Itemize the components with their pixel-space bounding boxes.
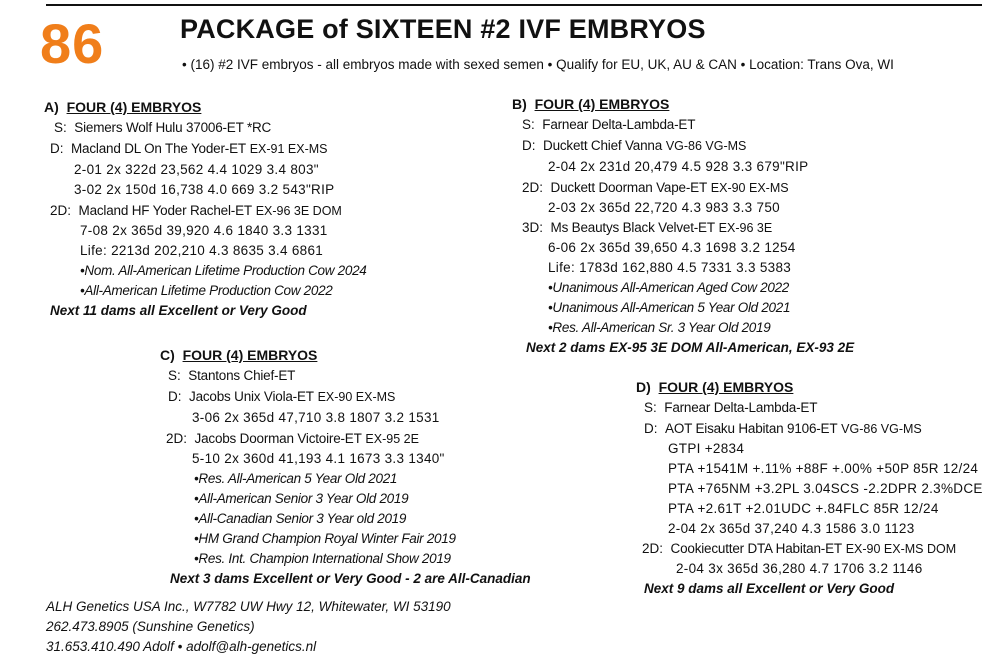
section-b-header: B) FOUR (4) EMBRYOS bbox=[512, 96, 670, 112]
section-b-award-3: •Res. All-American Sr. 3 Year Old 2019 bbox=[548, 320, 771, 335]
section-b-granddam-record: 2-03 2x 365d 22,720 4.3 983 3.3 750 bbox=[548, 200, 780, 215]
section-c-next-dams: Next 3 dams Excellent or Very Good - 2 are All-Canadian bbox=[170, 571, 531, 586]
section-c-award-3: •All-Canadian Senior 3 Year old 2019 bbox=[194, 511, 407, 526]
section-b-great-granddam-lifetime: Life: 1783d 162,880 4.5 7331 3.3 5383 bbox=[548, 260, 792, 275]
lot-title: PACKAGE of SIXTEEN #2 IVF EMBRYOS bbox=[180, 14, 706, 44]
section-a-granddam: 2D: Macland HF Yoder Rachel-ET EX-96 3E DOM bbox=[50, 203, 342, 218]
section-d-sire: S: Farnear Delta-Lambda-ET bbox=[644, 400, 818, 415]
section-d-pta-1: PTA +1541M +.11% +88F +.00% +50P 85R 12/24 bbox=[668, 461, 979, 476]
section-c-award-1: •Res. All-American 5 Year Old 2021 bbox=[194, 471, 398, 486]
section-d-pta-3: PTA +2.61T +2.01UDC +.84FLC 85R 12/24 bbox=[668, 501, 939, 516]
section-c-award-4: •HM Grand Champion Royal Winter Fair 2019 bbox=[194, 531, 456, 546]
section-b-award-1: •Unanimous All-American Aged Cow 2022 bbox=[548, 280, 789, 295]
section-b-granddam: 2D: Duckett Doorman Vape-ET EX-90 EX-MS bbox=[522, 180, 789, 195]
section-b-sire: S: Farnear Delta-Lambda-ET bbox=[522, 117, 696, 132]
footer-phone: 262.473.8905 (Sunshine Genetics) bbox=[46, 619, 255, 634]
section-d-dam: D: AOT Eisaku Habitan 9106-ET VG-86 VG-MS bbox=[644, 421, 922, 436]
section-b-award-2: •Unanimous All-American 5 Year Old 2021 bbox=[548, 300, 791, 315]
section-c-granddam-record: 5-10 2x 360d 41,193 4.1 1673 3.3 1340" bbox=[192, 451, 445, 466]
section-b-dam: D: Duckett Chief Vanna VG-86 VG-MS bbox=[522, 138, 747, 153]
section-a-dam-record-2: 3-02 2x 150d 16,738 4.0 669 3.2 543"RIP bbox=[74, 182, 335, 197]
section-d-next-dams: Next 9 dams all Excellent or Very Good bbox=[644, 581, 895, 596]
section-a-next-dams: Next 11 dams all Excellent or Very Good bbox=[50, 303, 307, 318]
section-a-granddam-lifetime: Life: 2213d 202,210 4.3 8635 3.4 6861 bbox=[80, 243, 324, 258]
section-d-header: D) FOUR (4) EMBRYOS bbox=[636, 379, 794, 395]
section-b-next-dams: Next 2 dams EX-95 3E DOM All-American, EX-93 2E bbox=[526, 340, 855, 355]
section-d-granddam-record: 2-04 3x 365d 36,280 4.7 1706 3.2 1146 bbox=[676, 561, 923, 576]
section-a-dam: D: Macland DL On The Yoder-ET EX-91 EX-MS bbox=[50, 141, 328, 156]
section-a-sire: S: Siemers Wolf Hulu 37006-ET *RC bbox=[54, 120, 272, 135]
section-b-great-granddam: 3D: Ms Beautys Black Velvet-ET EX-96 3E bbox=[522, 220, 773, 235]
section-a-award-2: •All-American Lifetime Production Cow 2022 bbox=[80, 283, 333, 298]
top-rule bbox=[46, 4, 982, 6]
section-d-pta-2: PTA +765NM +3.2PL 3.04SCS -2.2DPR 2.3%DCE bbox=[668, 481, 983, 496]
section-c-sire: S: Stantons Chief-ET bbox=[168, 368, 296, 383]
section-d-dam-record: 2-04 2x 365d 37,240 4.3 1586 3.0 1123 bbox=[668, 521, 915, 536]
section-a-header: A) FOUR (4) EMBRYOS bbox=[44, 99, 202, 115]
section-d-granddam: 2D: Cookiecutter DTA Habitan-ET EX-90 EX-MS DOM bbox=[642, 541, 957, 556]
section-c-award-2: •All-American Senior 3 Year Old 2019 bbox=[194, 491, 409, 506]
section-d-gtpi: GTPI +2834 bbox=[668, 441, 745, 456]
section-b-great-granddam-record: 6-06 2x 365d 39,650 4.3 1698 3.2 1254 bbox=[548, 240, 796, 255]
section-c-dam: D: Jacobs Unix Viola-ET EX-90 EX-MS bbox=[168, 389, 396, 404]
footer-contact: 31.653.410.490 Adolf • adolf@alh-genetics.nl bbox=[46, 639, 317, 654]
footer-address: ALH Genetics USA Inc., W7782 UW Hwy 12, Whitewater, WI 53190 bbox=[46, 599, 451, 614]
section-c-dam-record: 3-06 2x 365d 47,710 3.8 1807 3.2 1531 bbox=[192, 410, 440, 425]
section-c-award-5: •Res. Int. Champion International Show 2019 bbox=[194, 551, 451, 566]
section-c-granddam: 2D: Jacobs Doorman Victoire-ET EX-95 2E bbox=[166, 431, 419, 446]
section-a-granddam-record: 7-08 2x 365d 39,920 4.6 1840 3.3 1331 bbox=[80, 223, 328, 238]
lot-subtitle: • (16) #2 IVF embryos - all embryos made with sexed semen • Qualify for EU, UK, AU & CAN • Location: Trans Ova, WI bbox=[182, 57, 894, 72]
section-b-dam-record: 2-04 2x 231d 20,479 4.5 928 3.3 679"RIP bbox=[548, 159, 809, 174]
section-c-header: C) FOUR (4) EMBRYOS bbox=[160, 347, 318, 363]
lot-number: 86 bbox=[40, 12, 105, 75]
section-a-award-1: •Nom. All-American Lifetime Production Cow 2024 bbox=[80, 263, 367, 278]
section-a-dam-record-1: 2-01 2x 322d 23,562 4.4 1029 3.4 803" bbox=[74, 162, 319, 177]
contact-footer bbox=[46, 597, 451, 657]
